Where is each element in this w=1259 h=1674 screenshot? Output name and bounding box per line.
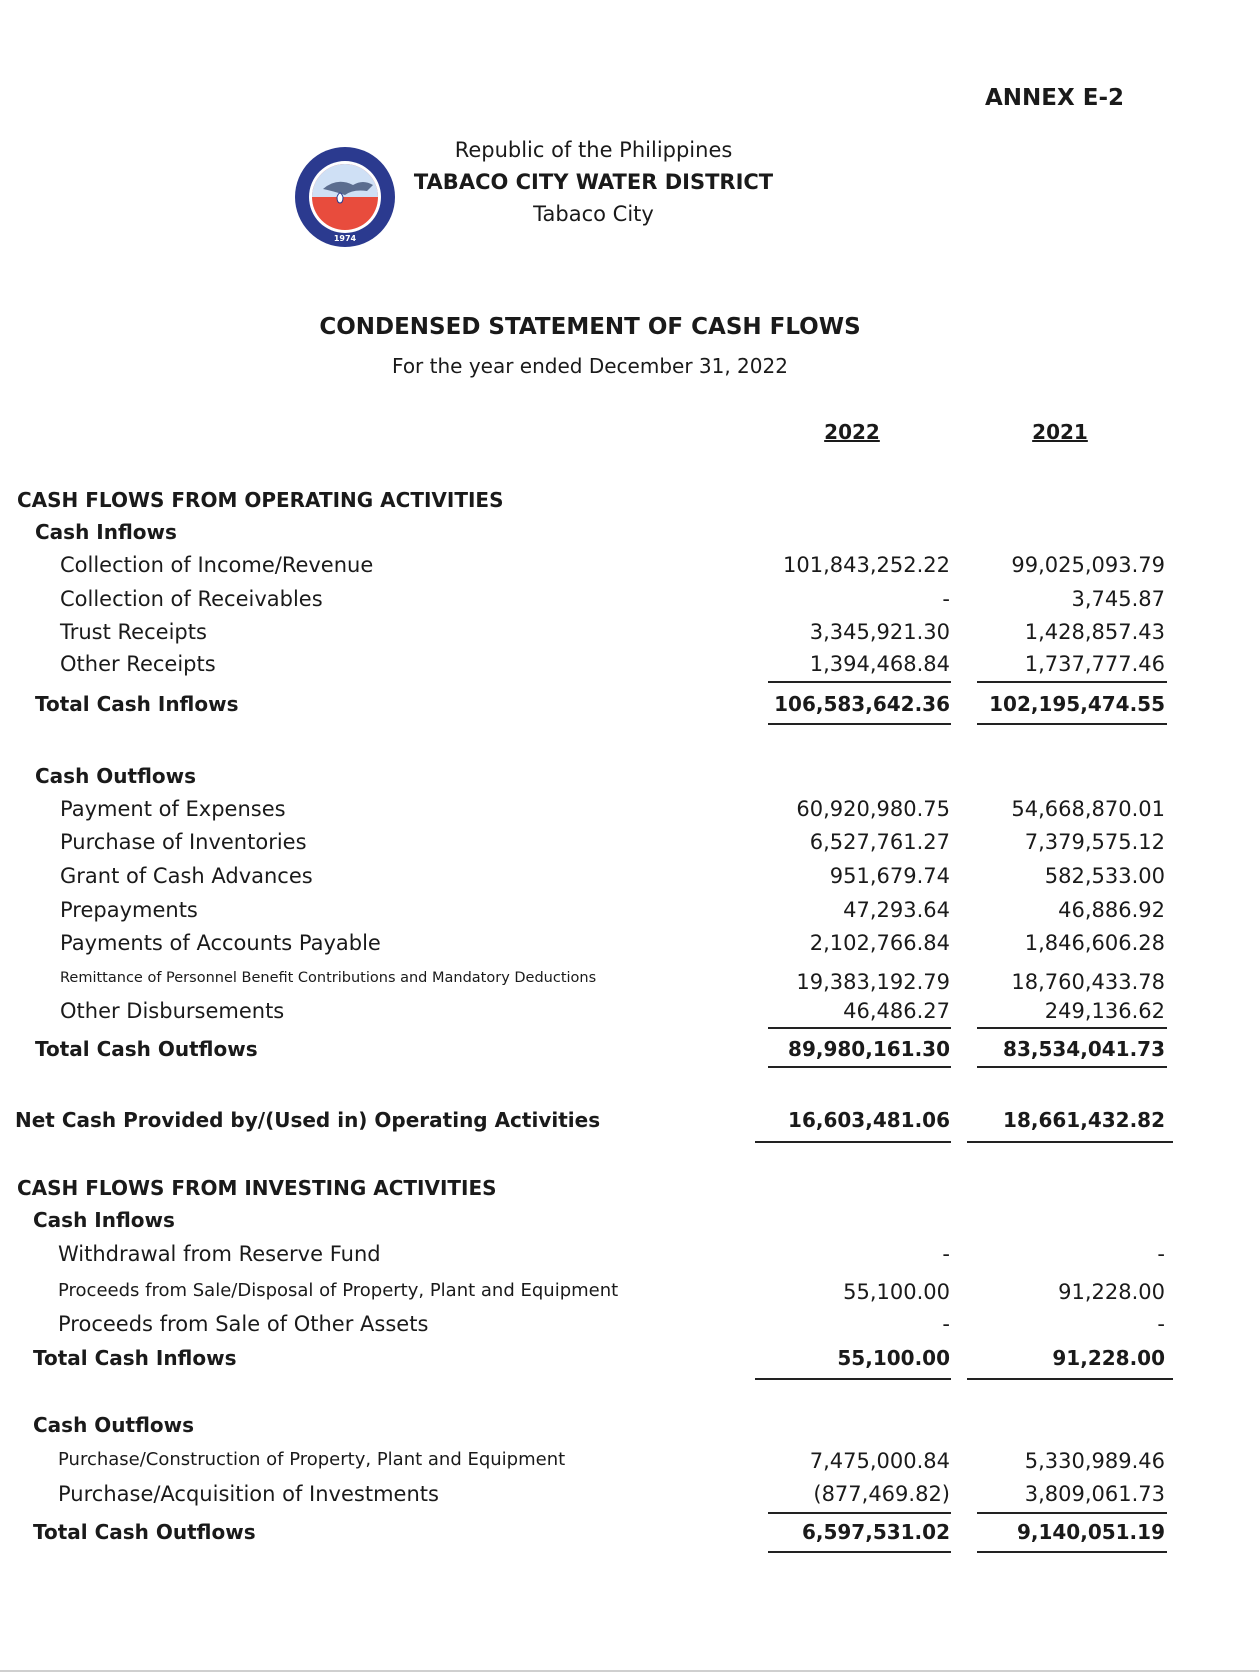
- investing-inflow-row-label: Proceeds from Sale/Disposal of Property, Plant and Equipment: [58, 1280, 619, 1301]
- header-republic: Republic of the Philippines: [454, 138, 733, 162]
- investing-inflow-row-2021: -: [1157, 1242, 1165, 1266]
- underline-inv-outflows-2021: [977, 1512, 1167, 1514]
- operating-outflow-row-2022: 2,102,766.84: [809, 931, 950, 955]
- investing-inflows-heading: Cash Inflows: [33, 1208, 175, 1232]
- investing-outflow-row-label: Purchase/Construction of Property, Plant and Equipment: [58, 1449, 566, 1470]
- operating-net-cash-2021: 18,661,432.82: [1003, 1108, 1165, 1132]
- underline-op-outflows-2022: [768, 1027, 951, 1029]
- statement-period: For the year ended December 31, 2022: [392, 354, 788, 378]
- operating-inflow-row-2021: 99,025,093.79: [1011, 553, 1165, 577]
- operating-total-outflows-label: Total Cash Outflows: [35, 1037, 258, 1061]
- investing-total-outflows-label: Total Cash Outflows: [33, 1520, 256, 1544]
- operating-total-inflows-label: Total Cash Inflows: [35, 692, 239, 716]
- underline-inv-outflows-2022: [768, 1512, 951, 1514]
- underline-op-inflows-2022: [768, 681, 951, 683]
- operating-inflow-row-label: Collection of Income/Revenue: [60, 553, 374, 577]
- operating-total-inflows-2021: 102,195,474.55: [989, 692, 1165, 716]
- investing-outflow-row-2022: 7,475,000.84: [809, 1449, 950, 1473]
- operating-outflow-row-2022: 19,383,192.79: [796, 970, 950, 994]
- operating-total-outflows-2022: 89,980,161.30: [788, 1037, 950, 1061]
- investing-outflow-row-2021: 3,809,061.73: [1024, 1482, 1165, 1506]
- operating-outflow-row-label: Remittance of Personnel Benefit Contributions and Mandatory Deductions: [60, 970, 597, 986]
- operating-outflow-row-2021: 1,846,606.28: [1024, 931, 1165, 955]
- operating-outflow-row-2021: 46,886.92: [1058, 898, 1165, 922]
- operating-outflow-row-2021: 7,379,575.12: [1024, 830, 1165, 854]
- operating-outflow-row-label: Payments of Accounts Payable: [60, 931, 381, 955]
- operating-inflow-row-2021: 1,737,777.46: [1024, 652, 1165, 676]
- operating-inflows-heading: Cash Inflows: [35, 520, 177, 544]
- investing-total-inflows-2021: 91,228.00: [1052, 1346, 1165, 1370]
- operating-outflow-row-2021: 249,136.62: [1044, 999, 1165, 1023]
- header-district: TABACO CITY WATER DISTRICT: [413, 170, 774, 194]
- investing-inflow-row-label: Withdrawal from Reserve Fund: [58, 1242, 381, 1266]
- investing-heading: CASH FLOWS FROM INVESTING ACTIVITIES: [17, 1176, 497, 1200]
- investing-inflow-row-label: Proceeds from Sale of Other Assets: [58, 1312, 429, 1336]
- investing-inflow-row-2021: 91,228.00: [1058, 1280, 1165, 1304]
- page-bottom-edge: [0, 1670, 1259, 1672]
- double-underline-op-outflows-2021: [977, 1066, 1167, 1068]
- double-underline-op-inflows-2022: [768, 723, 951, 725]
- operating-outflow-row-2022: 6,527,761.27: [809, 830, 950, 854]
- operating-inflow-row-label: Trust Receipts: [60, 620, 207, 644]
- statement-title: CONDENSED STATEMENT OF CASH FLOWS: [319, 314, 861, 340]
- operating-net-cash-2022: 16,603,481.06: [788, 1108, 950, 1132]
- water-district-seal: [293, 145, 397, 249]
- operating-outflow-row-2021: 18,760,433.78: [1011, 970, 1165, 994]
- operating-outflow-row-2021: 582,533.00: [1044, 864, 1165, 888]
- investing-total-inflows-2022: 55,100.00: [837, 1346, 950, 1370]
- operating-total-inflows-2022: 106,583,642.36: [774, 692, 950, 716]
- double-underline-inv-outflows-2022: [768, 1551, 951, 1553]
- investing-outflow-row-2022: (877,469.82): [813, 1482, 950, 1506]
- operating-inflow-row-2021: 1,428,857.43: [1024, 620, 1165, 644]
- investing-inflow-row-2022: -: [942, 1242, 950, 1266]
- operating-outflow-row-2022: 60,920,980.75: [796, 797, 950, 821]
- operating-outflow-row-label: Payment of Expenses: [60, 797, 286, 821]
- operating-inflow-row-2022: 101,843,252.22: [783, 553, 950, 577]
- investing-total-outflows-2021: 9,140,051.19: [1016, 1520, 1165, 1544]
- investing-total-inflows-label: Total Cash Inflows: [33, 1346, 237, 1370]
- investing-inflow-row-2021: -: [1157, 1312, 1165, 1336]
- annex-label: ANNEX E-2: [984, 85, 1124, 111]
- underline-op-outflows-2021: [977, 1027, 1167, 1029]
- investing-inflow-row-2022: 55,100.00: [843, 1280, 950, 1304]
- operating-outflow-row-label: Other Disbursements: [60, 999, 285, 1023]
- operating-outflow-row-2021: 54,668,870.01: [1011, 797, 1165, 821]
- operating-net-cash-label: Net Cash Provided by/(Used in) Operating Activities: [15, 1108, 601, 1132]
- operating-total-outflows-2021: 83,534,041.73: [1003, 1037, 1165, 1061]
- operating-inflow-row-label: Collection of Receivables: [60, 587, 323, 611]
- investing-outflows-heading: Cash Outflows: [33, 1413, 195, 1437]
- operating-outflow-row-label: Prepayments: [60, 898, 198, 922]
- underline-net-2021: [967, 1141, 1173, 1143]
- header-city: Tabaco City: [533, 202, 654, 226]
- operating-heading: CASH FLOWS FROM OPERATING ACTIVITIES: [17, 488, 504, 512]
- operating-outflow-row-2022: 47,293.64: [843, 898, 950, 922]
- operating-outflow-row-label: Grant of Cash Advances: [60, 864, 313, 888]
- operating-outflow-row-label: Purchase of Inventories: [60, 830, 307, 854]
- column-header-2022: 2022: [824, 420, 880, 444]
- operating-outflows-heading: Cash Outflows: [35, 764, 197, 788]
- operating-inflow-row-2022: -: [942, 587, 950, 611]
- column-header-2021: 2021: [1032, 420, 1088, 444]
- investing-outflow-row-label: Purchase/Acquisition of Investments: [58, 1482, 439, 1506]
- operating-inflow-row-2021: 3,745.87: [1071, 587, 1165, 611]
- underline-net-2022: [755, 1141, 951, 1143]
- operating-inflow-row-2022: 1,394,468.84: [809, 652, 950, 676]
- double-underline-inv-outflows-2021: [977, 1551, 1167, 1553]
- underline-op-inflows-2021: [977, 681, 1167, 683]
- double-underline-op-inflows-2021: [977, 723, 1167, 725]
- investing-outflow-row-2021: 5,330,989.46: [1024, 1449, 1165, 1473]
- operating-outflow-row-2022: 46,486.27: [843, 999, 950, 1023]
- investing-total-outflows-2022: 6,597,531.02: [801, 1520, 950, 1544]
- operating-inflow-row-label: Other Receipts: [60, 652, 216, 676]
- underline-inv-inflows-2022: [755, 1378, 951, 1380]
- investing-inflow-row-2022: -: [942, 1312, 950, 1336]
- underline-inv-inflows-2021: [967, 1378, 1173, 1380]
- operating-inflow-row-2022: 3,345,921.30: [809, 620, 950, 644]
- svg-text:1974: 1974: [333, 234, 357, 243]
- operating-outflow-row-2022: 951,679.74: [829, 864, 950, 888]
- double-underline-op-outflows-2022: [768, 1066, 951, 1068]
